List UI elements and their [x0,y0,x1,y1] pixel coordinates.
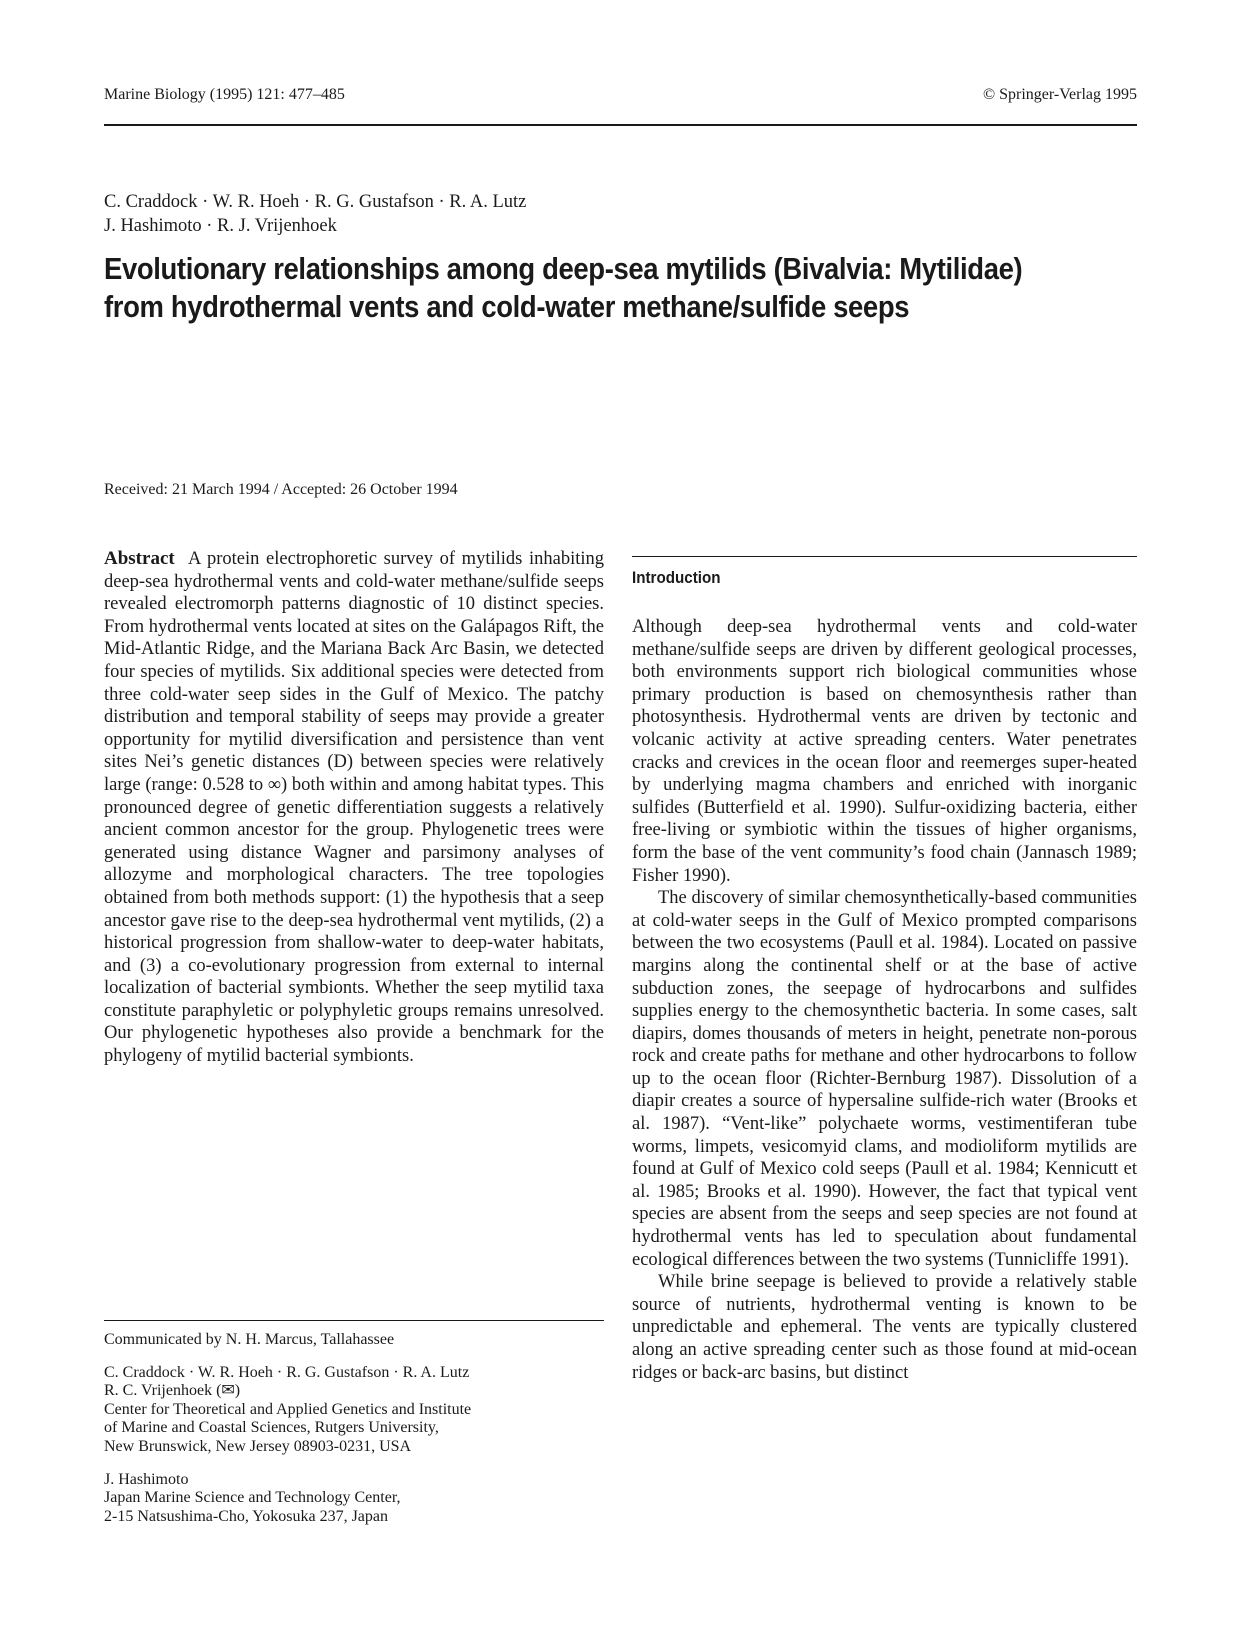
communicated-text: Communicated by N. H. Marcus, Tallahassee [104,1331,395,1348]
abstract-label: Abstract [104,548,175,569]
author-line: C. Craddock · W. R. Hoeh · R. G. Gustafson · R. A. Lutz [104,192,527,212]
introduction-column [632,548,1137,1384]
title-line: Evolutionary relationships among deep-sea mytilids (Bivalvia: Mytilidae) [104,252,1023,286]
address-rutgers [104,1364,604,1457]
abstract-text: A protein electrophoretic survey of mytilids inhabiting deep-sea hydrothermal vents and cold-water methane/sulfide seeps revealed electromorph patterns diagnostic of 10 distinct species. From hydrothermal vents located at sites on the Galápagos Rift, the Mid-Atlantic Ridge, and the Mariana Back Arc Basin, we detected four species of mytilids. Six additional species were detected from three cold-water seep sides in the Gulf of Mexico. The patchy distribution and temporal stability of seeps may provide a greater opportunity for mytilid diversification and persistence than vent sites Nei’s genetic distances (D) between species were relatively large (range: 0.528 to ∞) both within and among habitat types. This pronounced degree of genetic differentiation suggests a relatively ancient common ancestor for the group. Phylogenetic trees were generated using distance Wagner and parsimony analyses of allozyme and morphological characters. The tree topologies obtained from both methods support: (1) the hypothesis that a seep ancestor gave rise to the deep-sea hydrothermal vent mytilids, (2) a historical progression from shallow-water to deep-water habitats, and (3) a co-evolutionary progression from external to internal localization of bacterial symbionts. Whether the seep mytilid taxa constitute paraphyletic or polyphyletic groups remains unresolved. Our phylogenetic hypotheses also provide a benchmark for the phylogeny of mytilid bacterial symbionts. [104,549,604,1067]
communicated-by [104,1331,604,1350]
address-line: J. Hashimoto [104,1470,189,1488]
intro-paragraph-2: The discovery of similar chemosynthetically-based communities at cold-water seeps in the Gulf of Mexico prompted comparisons between the two ecosystems (Paull et al. 1984). Located on passive margins along the continental shelf or at the base of active subduction zones, the seepage of hydrocarbons and sulfides supplies energy to the chemosynthetic bacteria. In some cases, salt diapirs, domes thousands of meters in height, penetrate non-porous rock and create paths for methane and other hydrocarbons to follow up to the ocean floor (Richter-Bernburg 1987). Dissolution of a diapir creates a source of hypersaline sulfide-rich water (Brooks et al. 1987). “Vent-like” polychaete worms, vestimentiferan tube worms, limpets, vesicomyid clams, and modioliform mytilids are found at Gulf of Mexico cold seeps (Paull et al. 1984; Kennicutt et al. 1985; Brooks et al. 1990). However, the fact that typical vent species are absent from the seeps and seep species are not found at hydrothermal vents has led to speculation about fundamental ecological differences between the two systems (Tunnicliffe 1991). [632,888,1137,1270]
title-line: from hydrothermal vents and cold-water methane/sulfide seeps [104,290,910,324]
address-line: Center for Theoretical and Applied Genetics and Institute [104,1400,472,1418]
intro-paragraph-1: Although deep-sea hydrothermal vents and cold-water methane/sulfide seeps are driven by different geological processes, both environments support rich biological communities whose primary production is based on chemosynthesis rather than photosynthesis. Hydrothermal vents are driven by tectonic and volcanic activity at active spreading centers. Water penetrates cracks and crevices in the ocean floor and reemerges super-heated by underlying magma chambers and enriched with inorganic sulfides (Butterfield et al. 1990). Sulfur-oxidizing bacteria, either free-living or symbiotic within the tissues of higher organisms, form the base of the vent community’s food chain (Jannasch 1989; Fisher 1990). [632,617,1137,886]
received-accepted-dates: Received: 21 March 1994 / Accepted: 26 October 1994 [104,481,458,498]
copyright-notice: © Springer-Verlag 1995 [982,86,1137,103]
article-title [104,250,1040,326]
address-line: of Marine and Coastal Sciences, Rutgers University, [104,1419,439,1437]
footnote-rule [104,1320,604,1321]
address-line: New Brunswick, New Jersey 08903-0231, USA [104,1437,412,1455]
section-rule [632,556,1137,557]
intro-paragraph-3: While brine seepage is believed to provide a relatively stable source of nutrients, hydrothermal venting is known to be unpredictable and ephemeral. The vents are typically clustered along an active spreading center such as those found at mid-ocean ridges or back-arc basins, but distinct [632,1272,1137,1383]
author-line: J. Hashimoto · R. J. Vrijenhoek [104,216,337,236]
address-line: 2-15 Natsushima-Cho, Yokosuka 237, Japan [104,1507,388,1525]
address-line: C. Craddock · W. R. Hoeh · R. G. Gustafson · R. A. Lutz [104,1363,470,1381]
abstract [104,548,604,1068]
header-rule [104,124,1137,126]
footnotes [104,1320,604,1540]
abstract-column [104,548,604,1068]
address-jamstec [104,1471,604,1527]
introduction-heading: Introduction [632,569,721,587]
address-line: R. C. Vrijenhoek (✉) [104,1382,241,1400]
journal-citation: Marine Biology (1995) 121: 477–485 [104,86,345,103]
address-line: Japan Marine Science and Technology Center, [104,1489,401,1507]
author-list [104,190,526,238]
